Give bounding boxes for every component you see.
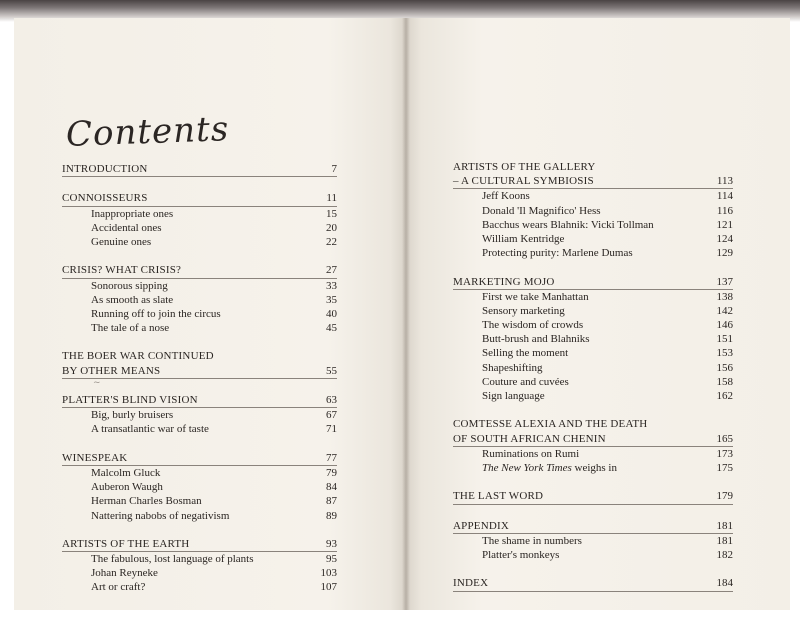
toc-entry-title: Running off to join the circus: [91, 307, 221, 320]
toc-column-left: [62, 162, 337, 595]
toc-entry-row: [62, 408, 337, 422]
toc-entry-row: [62, 279, 337, 293]
toc-entry-title: Jeff Koons: [482, 190, 530, 203]
toc-section-title: CRISIS? WHAT CRISIS?: [62, 264, 182, 277]
toc-column-right: [453, 160, 733, 592]
toc-section-page: 93: [326, 537, 337, 550]
toc-section-title: THE BOER WAR CONTINUED: [62, 350, 214, 363]
toc-entry-row: [453, 389, 733, 403]
toc-entry-row: [453, 534, 733, 548]
toc-section-title-2: – A CULTURAL SYMBIOSIS: [453, 175, 594, 188]
toc-entry-page: 107: [320, 581, 337, 594]
toc-entry-page: 156: [716, 361, 733, 374]
toc-entry-page: 22: [326, 235, 337, 248]
toc-entry-page: 84: [326, 481, 337, 494]
toc-entry-page: 35: [326, 293, 337, 306]
toc-entry-page: 33: [326, 279, 337, 292]
toc-section-page: 179: [716, 490, 733, 503]
toc-entry-title: The wisdom of crowds: [482, 319, 584, 332]
toc-section-title-2: BY OTHER MEANS: [62, 364, 161, 377]
section-gap: [453, 403, 733, 417]
toc-entry-row: [62, 580, 337, 594]
section-gap: [453, 562, 733, 576]
toc-section-row: [62, 191, 337, 205]
toc-entry-row: [453, 332, 733, 346]
toc-entry-row: [62, 221, 337, 235]
toc-entry-page: 103: [320, 567, 337, 580]
toc-entry-row: [453, 548, 733, 562]
toc-entry-title: First we take Manhattan: [482, 290, 589, 303]
toc-entry-page: 79: [326, 466, 337, 479]
toc-entry-row: [453, 204, 733, 218]
section-gap: [62, 523, 337, 537]
toc-entry-title: William Kentridge: [482, 232, 565, 245]
toc-section-page: 113: [716, 175, 733, 188]
toc-section-page: 184: [716, 577, 733, 590]
toc-entry-row: [453, 447, 733, 461]
toc-entry-page: 95: [326, 553, 337, 566]
toc-entry-title: Herman Charles Bosman: [91, 495, 202, 508]
toc-entry-row: [62, 480, 337, 494]
toc-section-row: [453, 275, 733, 289]
section-gap: [62, 335, 337, 349]
toc-section-page: 7: [331, 163, 337, 175]
toc-entry-page: 89: [326, 509, 337, 522]
toc-entry-title: Shapeshifting: [482, 361, 543, 374]
toc-entry-row: [453, 232, 733, 246]
toc-entry-page: 151: [716, 333, 733, 346]
section-gap: [62, 379, 337, 393]
toc-entry-title: As smooth as slate: [91, 293, 174, 306]
toc-entry-page: 71: [326, 423, 337, 436]
toc-entry-title: The shame in numbers: [482, 534, 582, 547]
toc-entry-row: [62, 509, 337, 523]
toc-entry-page: 114: [716, 190, 733, 203]
toc-entry-page: 45: [326, 322, 337, 335]
toc-section-row: [62, 393, 337, 407]
contents-heading: Contents: [65, 109, 230, 155]
toc-entry-page: 138: [716, 290, 733, 303]
toc-section-page: 63: [326, 394, 337, 406]
toc-section-title: COMTESSE ALEXIA AND THE DEATH: [453, 418, 648, 431]
section-gap: [62, 437, 337, 451]
toc-section-row-2: [453, 432, 733, 446]
toc-section-page: 55: [326, 364, 337, 377]
toc-section-row: [62, 451, 337, 465]
toc-section-row: [453, 576, 733, 590]
toc-entry-title-rest: weighs in: [571, 461, 617, 474]
toc-entry-row: [62, 566, 337, 580]
toc-entry-row: [62, 235, 337, 249]
toc-section-title: WINESPEAK: [62, 451, 128, 464]
section-gap: [62, 249, 337, 263]
toc-entry-page: 20: [326, 221, 337, 234]
toc-section-row: [453, 417, 733, 431]
toc-entry-page: 40: [326, 307, 337, 320]
toc-section-page: 181: [716, 519, 733, 532]
toc-entry-row: [453, 361, 733, 375]
toc-entry-page: 15: [326, 207, 337, 220]
section-rule: [453, 591, 733, 592]
toc-entry-title: Art or craft?: [91, 581, 146, 594]
toc-entry-row: [62, 552, 337, 566]
toc-entry-title: Sign language: [482, 390, 545, 402]
section-gap: [62, 177, 337, 191]
toc-section-title: PLATTER'S BLIND VISION: [62, 394, 198, 406]
toc-section-row: [62, 349, 337, 363]
toc-section-title: CONNOISSEURS: [62, 192, 148, 205]
toc-entry-title: Ruminations on Rumi: [482, 447, 580, 460]
toc-entry-row: [62, 293, 337, 307]
toc-section-row: [62, 263, 337, 277]
toc-entry-page: 182: [716, 549, 733, 562]
toc-entry-row: [453, 218, 733, 232]
section-gap: [453, 505, 733, 519]
toc-entry-title: Malcolm Gluck: [91, 466, 161, 479]
toc-entry-title: The tale of a nose: [91, 322, 170, 335]
toc-section-row: [453, 519, 733, 533]
toc-section-title: APPENDIX: [453, 519, 509, 532]
toc-entry-title: Protecting purity: Marlene Dumas: [482, 247, 633, 260]
toc-entry-title: Sensory marketing: [482, 304, 565, 317]
toc-entry-row: [62, 207, 337, 221]
toc-entry-row: [453, 290, 733, 304]
toc-entry-page: 175: [716, 461, 733, 474]
toc-section-row-2: [453, 174, 733, 188]
pencil-mark: ~: [93, 378, 101, 388]
toc-entry-title-italic: The New York Times: [482, 461, 572, 474]
toc-entry-row: [62, 307, 337, 321]
toc-entry-page: 67: [326, 409, 337, 422]
toc-entry-page: 124: [716, 232, 733, 245]
toc-entry-row: [453, 375, 733, 389]
toc-section-title: INTRODUCTION: [62, 163, 148, 175]
toc-entry-row: [62, 494, 337, 508]
toc-section-title: INDEX: [453, 577, 489, 590]
toc-section-title: ARTISTS OF THE EARTH: [62, 537, 190, 550]
toc-entry-page: 129: [716, 247, 733, 260]
toc-entry-title: Couture and cuvées: [482, 375, 569, 388]
toc-entry-title: Selling the moment: [482, 347, 569, 360]
toc-entry-title: Sonorous sipping: [91, 279, 168, 292]
toc-entry-title: A transatlantic war of taste: [91, 423, 209, 436]
toc-section-page: 165: [716, 432, 733, 445]
toc-entry-title: Butt-brush and Blahniks: [482, 333, 590, 346]
toc-section-title-2: OF SOUTH AFRICAN CHENIN: [453, 432, 606, 445]
book-gutter: [402, 18, 410, 610]
toc-entry-row: [453, 318, 733, 332]
toc-section-row-2: [62, 364, 337, 378]
toc-entry-title: Platter's monkeys: [482, 549, 560, 562]
toc-section-page: 77: [326, 451, 337, 464]
toc-entry-page: 153: [716, 347, 733, 360]
toc-entry-page: 87: [326, 495, 337, 508]
toc-entry-row: [62, 321, 337, 335]
toc-section-page: 27: [326, 264, 337, 277]
toc-entry-title: The fabulous, lost language of plants: [91, 553, 254, 566]
toc-entry-row: [453, 346, 733, 360]
toc-entry-row: [453, 461, 733, 475]
toc-entry-title: Accidental ones: [91, 221, 162, 234]
toc-entry-page: 121: [716, 218, 733, 231]
toc-entry-title: Johan Reyneke: [91, 567, 158, 580]
toc-entry-title: Bacchus wears Blahnik: Vicki Tollman: [482, 218, 654, 231]
toc-section-row: [453, 160, 733, 174]
toc-entry-title: Big, burly bruisers: [91, 409, 174, 422]
toc-entry-page: 142: [716, 304, 733, 317]
toc-entry-row: [62, 422, 337, 436]
toc-entry-row: [453, 246, 733, 260]
toc-entry-row: [62, 466, 337, 480]
toc-entry-page: 181: [716, 534, 733, 547]
toc-section-page: 137: [716, 275, 733, 288]
toc-section-title: THE LAST WORD: [453, 490, 544, 503]
toc-entry-row: [453, 189, 733, 203]
toc-section-row: [62, 162, 337, 176]
section-gap: [453, 260, 733, 274]
toc-section-row: [453, 489, 733, 503]
toc-entry-page: 146: [716, 319, 733, 332]
toc-entry-title: Genuine ones: [91, 235, 152, 248]
toc-entry-page: 116: [716, 204, 733, 217]
toc-entry-title: Inappropriate ones: [91, 207, 174, 220]
toc-entry-page: 162: [716, 390, 733, 402]
toc-entry-title: [482, 461, 617, 475]
toc-section-page: 11: [326, 192, 337, 205]
section-gap: [453, 475, 733, 489]
toc-entry-row: [453, 304, 733, 318]
toc-entry-page: 158: [716, 375, 733, 388]
toc-entry-title: Nattering nabobs of negativism: [91, 509, 230, 522]
toc-entry-title: Donald 'Il Magnifico' Hess: [482, 204, 601, 217]
toc-section-row: [62, 537, 337, 551]
toc-section-title: ARTISTS OF THE GALLERY: [453, 161, 596, 173]
toc-entry-title: Auberon Waugh: [91, 481, 163, 494]
toc-section-title: MARKETING MOJO: [453, 275, 555, 288]
toc-entry-page: 173: [716, 447, 733, 460]
